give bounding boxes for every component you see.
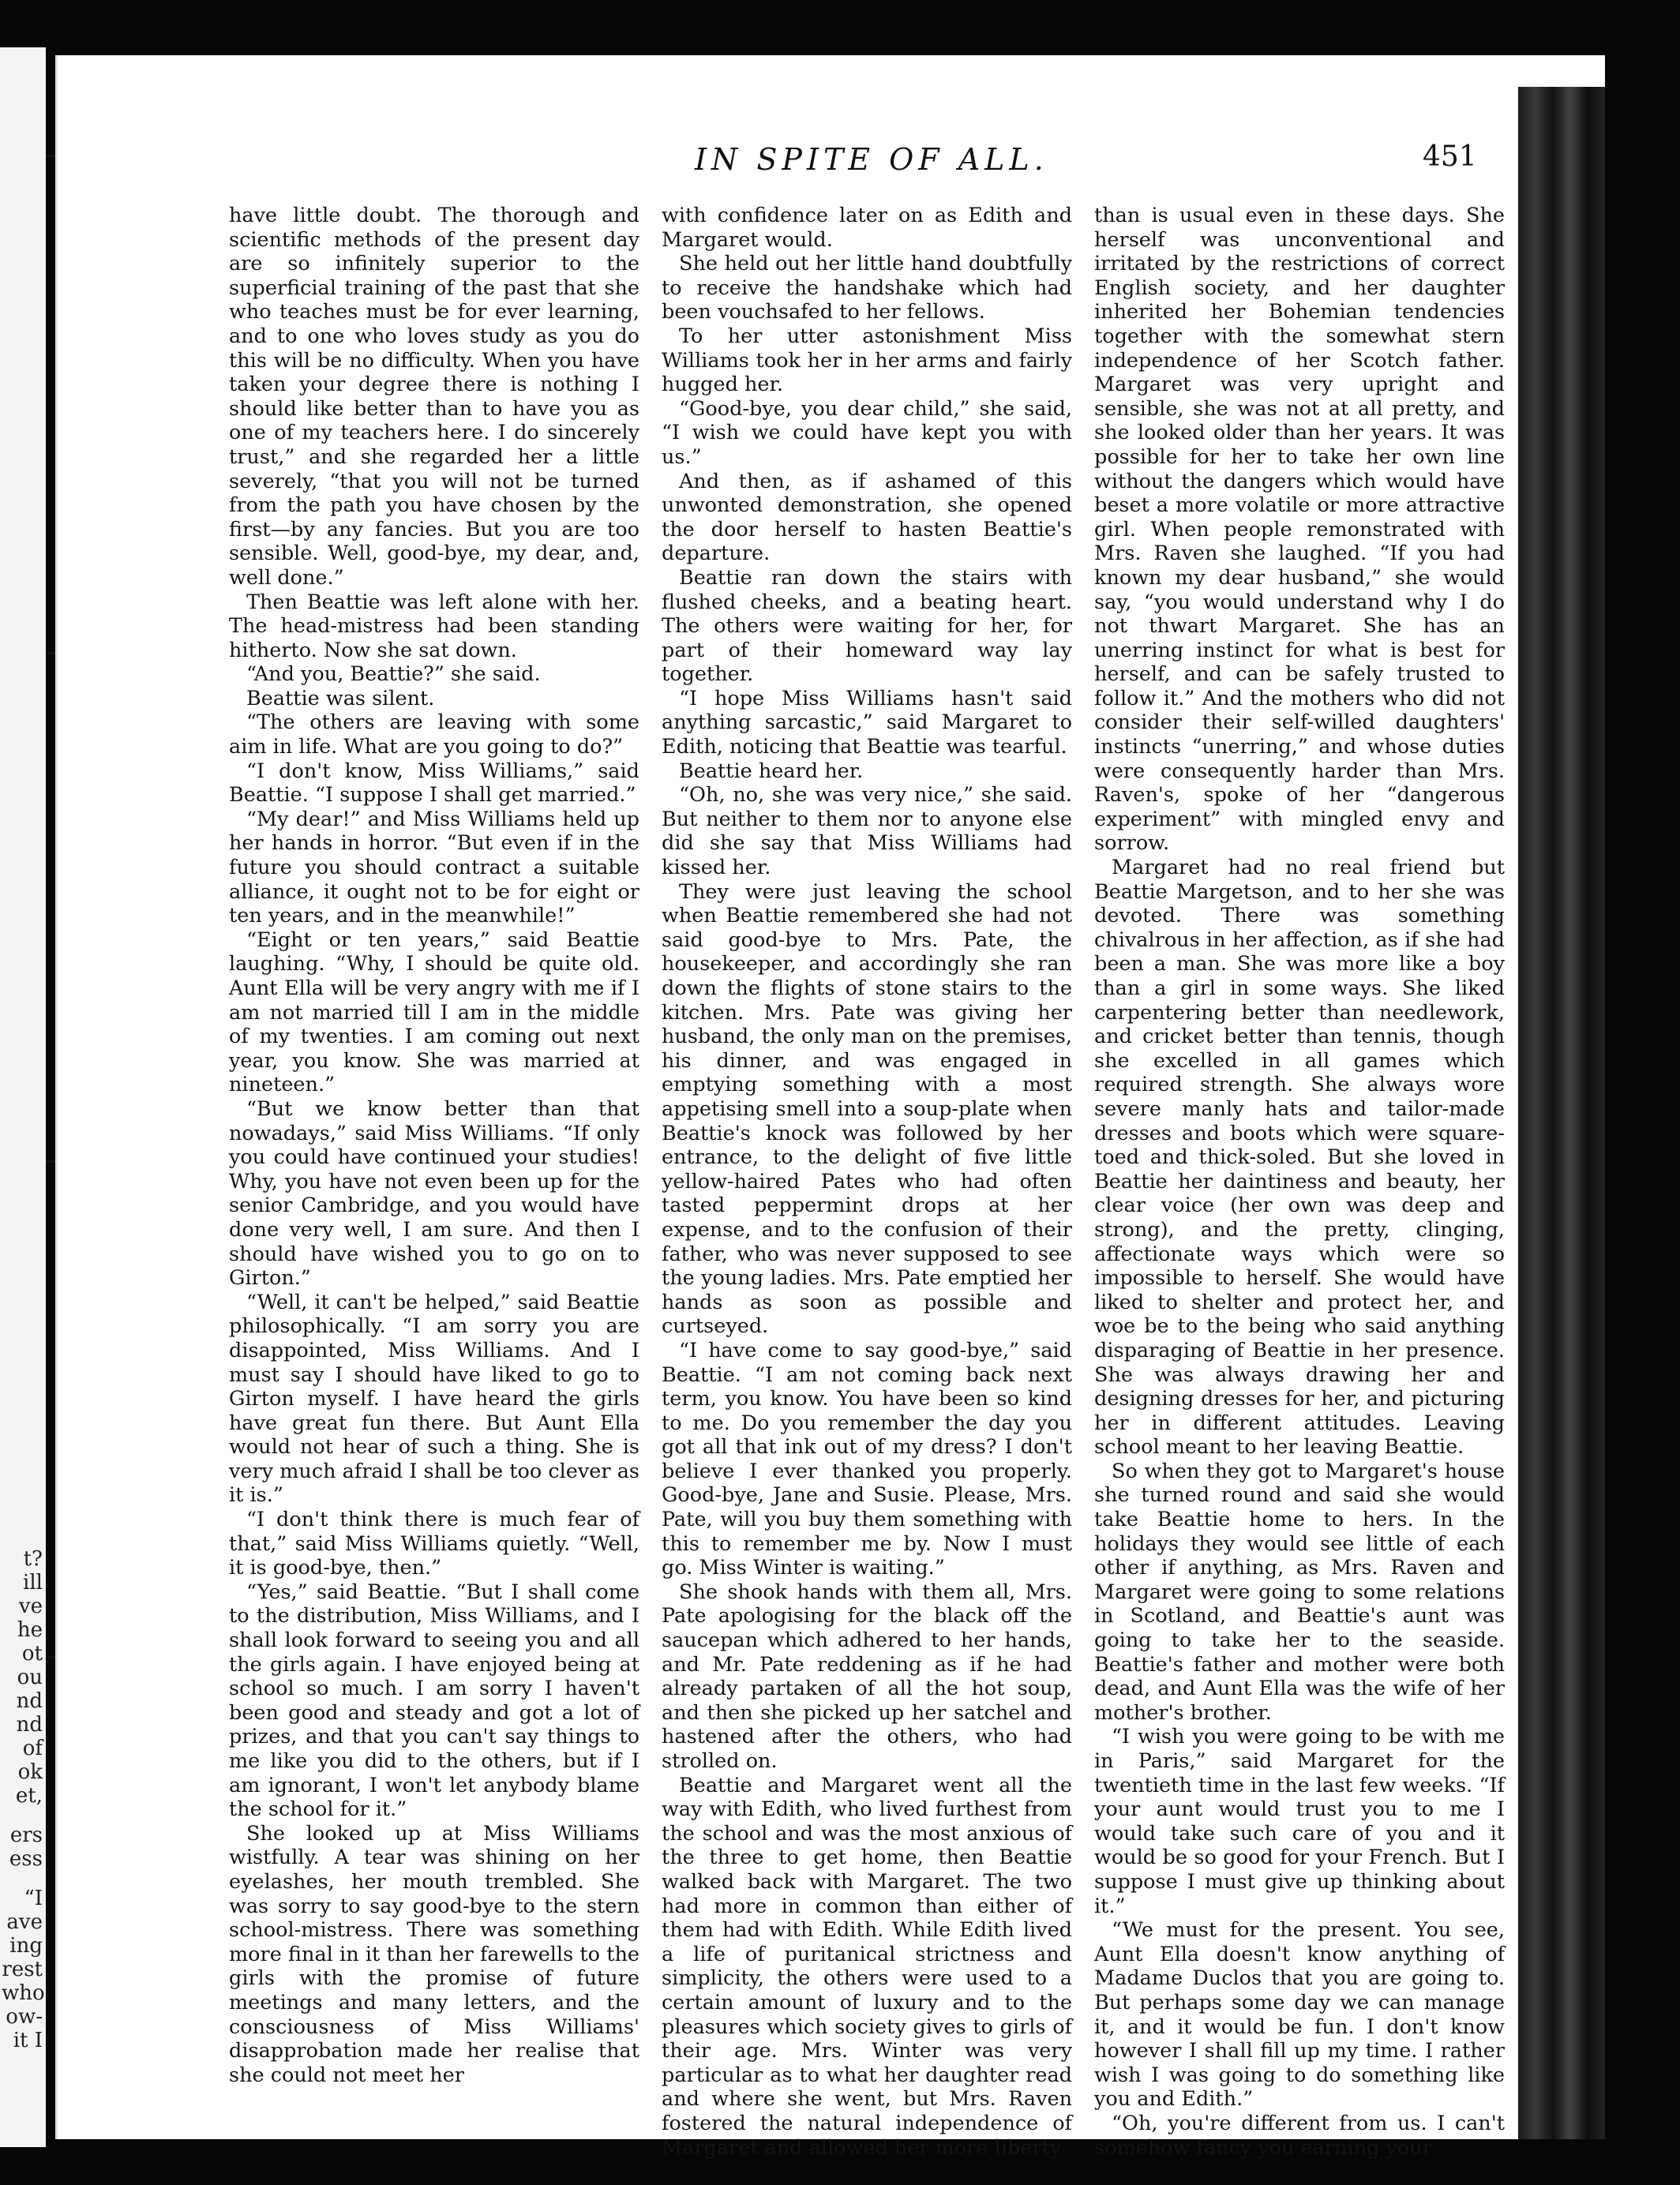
page-stack-edge (1518, 87, 1605, 2139)
paragraph: “I have come to say good-bye,” said Beattie. “I am not coming back next term, you know. You have been so kind to me. Do you remember the day you got all that ink out of my dress? I don't believe I ever thanked you properly. Good-bye, Jane and Susie. Please, Mrs. Pate, will you buy them something with this to remember me by. Now I must go. Miss Winter is waiting.” (662, 1338, 1072, 1580)
paragraph: She held out her little hand doubtfully to receive the handshake which had been vouchsafed to her fellows. (662, 252, 1072, 324)
margin-fragment: t? (23, 1547, 43, 1571)
margin-fragment: he (17, 1618, 43, 1642)
margin-fragment: who (2, 1981, 45, 2005)
page-number: 451 (1423, 141, 1477, 173)
paragraph: “Oh, you're different from us. I can't somehow fancy you earning your (1094, 2111, 1505, 2160)
paragraph: So when they got to Margaret's house she turned round and said she would take Beattie home to hers. In the holidays they would see little of each other if anything, as Mrs. Raven and Margaret were going to some relations in Scotland, and Beattie's aunt was going to take her to the seaside. Beattie's father and mother were both dead, and Aunt Ella was the wife of her mother's brother. (1094, 1459, 1505, 1725)
margin-fragment: rest (2, 1958, 43, 1981)
paragraph: than is usual even in these days. She herself was unconventional and irritated by the restrictions of correct English society, and her daughter inherited her Bohemian tendencies together with the somewhat stern independence of her Scotch father. Margaret was very upright and sensible, she was not at all pretty, and she looked older than her years. It was possible for her to take her own line without the dangers which would have beset a more volatile or more attractive girl. When people remonstrated with Mrs. Raven she laughed. “If you had known my dear husband,” she would say, “you would understand why I do not thwart Margaret. She has an unerring instinct for what is best for herself, and can be safely trusted to follow it.” And the mothers who did not consider their self-willed daughters' instincts “unerring,” and whose duties were consequently harder than Mrs. Raven's, spoke of her “dangerous experiment” with mingled envy and sorrow. (1094, 204, 1505, 856)
paragraph: “But we know better than that nowadays,” said Miss Williams. “If only you could have continued your studies! Why, you have not even been up for the senior Cambridge, and you would have done very well, I am sure. And then I should have wished you to go on to Girton.” (229, 1096, 639, 1291)
margin-fragment: ess (9, 1847, 43, 1871)
paragraph: with confidence later on as Edith and Margaret would. (662, 204, 1072, 252)
margin-fragment: “I (24, 1887, 43, 1910)
text-column-3 (1094, 204, 1505, 2160)
margin-fragment: ill (23, 1571, 43, 1595)
paragraph: She shook hands with them all, Mrs. Pate apologising for the black off the saucepan which adhered to her hands, and Mr. Pate reddening as if he had already partaken of all the hot soup, and then she picked up her satchel and hastened after the others, who had strolled on. (662, 1580, 1072, 1773)
paragraph: Margaret had no real friend but Beattie Margetson, and to her she was devoted. There was something chivalrous in her affection, as if she had been a man. She was more like a boy than a girl in some ways. She liked carpentering better than needlework, and cricket better than tennis, though she excelled in all games which required strength. She always wore severe manly hats and tailor-made dresses and boots which were square-toed and thick-soled. But she loved in Beattie her daintiness and beauty, her clear voice (her own was deep and strong), and the pretty, clinging, affectionate ways which were so impossible to herself. She would have liked to shelter and protect her, and woe be to the being who said anything disparaging of Beattie in her presence. She was always drawing her and designing dresses for her, and picturing her in different attitudes. Leaving school meant to her leaving Beattie. (1094, 856, 1505, 1460)
paragraph: Beattie ran down the stairs with flushed cheeks, and a beating heart. The others were waiting for her, for part of their homeward way lay together. (662, 565, 1072, 687)
paragraph: “My dear!” and Miss Williams held up her hands in horror. “But even if in the future you should contract a suitable alliance, it ought not to be for eight or ten years, and in the meanwhile!” (229, 807, 639, 928)
paragraph: And then, as if ashamed of this unwonted demonstration, she opened the door herself to hasten Beattie's departure. (662, 469, 1072, 566)
paragraph: Beattie was silent. (246, 686, 435, 710)
paragraph: “And you, Beattie?” she said. (246, 662, 541, 687)
margin-fragment: ot (21, 1642, 43, 1666)
paragraph: “We must for the present. You see, Aunt Ella doesn't know anything of Madame Duclos that you are going to. But perhaps some day we can manage it, and it would be fun. I don't know however I shall fill up my time. I rather wish I was going to do something like you and Edith.” (1094, 1918, 1505, 2112)
margin-fragment: ok (17, 1760, 43, 1784)
margin-fragment: nd (16, 1689, 43, 1713)
margin-fragment: ing (9, 1934, 43, 1958)
margin-fragment: ow- (6, 2005, 43, 2029)
running-head: IN SPITE OF ALL. (695, 142, 1048, 177)
paragraph: “I wish you were going to be with me in Paris,” said Margaret for the twentieth time in the last few weeks. “If your aunt would trust you to me I would take such care of you and it would be so good for your French. But I suppose I must give up thinking about it.” (1094, 1725, 1505, 1918)
paragraph: Then Beattie was left alone with her. The head-mistress had been standing hitherto. Now she sat down. (229, 590, 639, 662)
paragraph: She looked up at Miss Williams wistfully. A tear was shining on her eyelashes, her mouth trembled. She was sorry to say good-bye to the stern school-mistress. There was something more final in it than her farewells to the girls with the promise of future meetings and many letters, and the consciousness of Miss Williams' disapprobation made her realise that she could not meet her (229, 1821, 639, 2087)
margin-fragment: nd (16, 1713, 43, 1737)
text-column-2 (662, 204, 1072, 2160)
paragraph: Beattie and Margaret went all the way with Edith, who lived furthest from the school and was the most anxious of the three to get home, then Beattie walked back with Margaret. The two had more in common than either of them had with Edith. While Edith lived a life of puritanical strictness and simplicity, the others were used to a certain amount of luxury and to the pleasures which society gives to girls of their age. Mrs. Winter was very particular as to what her daughter read and where she went, but Mrs. Raven fostered the natural independence of Margaret and allowed her more liberty (662, 1773, 1072, 2160)
margin-fragment: et, (15, 1784, 43, 1808)
paragraph: “Well, it can't be helped,” said Beattie philosophically. “I am sorry you are disappointed, Miss Williams. And I must say I should have liked to go to Girton myself. I have heard the girls have great fun there. But Aunt Ella would not hear of such a thing. She is very much afraid I shall be too clever as it is.” (229, 1290, 639, 1508)
margin-fragment: ou (17, 1666, 43, 1689)
paragraph: They were just leaving the school when Beattie remembered she had not said good-bye to Mrs. Pate, the housekeeper, and accordingly she ran down the flights of stone stairs to the kitchen. Mrs. Pate was giving her husband, the only man on the premises, his dinner, and was engaged in emptying something with a most appetising smell into a soup-plate when Beattie's knock was followed by her entrance, to the delight of five little yellow-haired Pates who had often tasted peppermint drops at her expense, and to the confusion of their father, who was never supposed to see the young ladies. Mrs. Pate emptied her hands as soon as possible and curtseyed. (662, 879, 1072, 1339)
paragraph: “Good-bye, you dear child,” she said, “I wish we could have kept you with us.” (662, 396, 1072, 469)
paragraph: To her utter astonishment Miss Williams took her in her arms and fairly hugged her. (662, 324, 1072, 397)
margin-fragment: of (22, 1737, 43, 1760)
adjacent-page-strip (0, 47, 46, 2147)
margin-fragment: ave (6, 1910, 43, 1934)
margin-fragment: ers (9, 1823, 43, 1847)
paragraph: “Yes,” said Beattie. “But I shall come to the distribution, Miss Williams, and I shall look forward to seeing you and all the girls again. I have enjoyed being at school so much. I am sorry I haven't been good and steady and got a lot of prizes, and that you can't say things to me like you did to the others, but if I am ignorant, I won't let anybody blame the school for it.” (229, 1580, 639, 1822)
paragraph: “The others are leaving with some aim in life. What are you going to do?” (229, 710, 639, 759)
paragraph: “Eight or ten years,” said Beattie laughing. “Why, I should be quite old. Aunt Ella will be very angry with me if I am not married till I am in the middle of my twenties. I am coming out next year, you know. She was married at nineteen.” (229, 928, 639, 1097)
paragraph: Beattie heard her. (679, 759, 864, 783)
text-column-1 (229, 204, 639, 2087)
paragraph: “I hope Miss Williams hasn't said anything sarcastic,” said Margaret to Edith, noticing that Beattie was tearful. (662, 686, 1072, 759)
paragraph: “I don't know, Miss Williams,” said Beattie. “I suppose I shall get married.” (229, 759, 639, 808)
paragraph: “Oh, no, she was very nice,” she said. But neither to them nor to anyone else did she say that Miss Williams had kissed her. (662, 783, 1072, 880)
margin-fragment: it I (13, 2029, 43, 2052)
paragraph: “I don't think there is much fear of that,” said Miss Williams quietly. “Well, it is good-bye, then.” (229, 1508, 639, 1580)
paragraph: have little doubt. The thorough and scientific methods of the present day are so infinitely superior to the superficial training of the past that she who teaches must be for ever learning, and to one who loves study as you do this will be no difficulty. When you have taken your degree there is nothing I should like better than to have you as one of my teachers here. I do sincerely trust,” and she regarded her a little severely, “that you will not be turned from the path you have chosen by the first—by any fancies. But you are too sensible. Well, good-bye, my dear, and, well done.” (229, 204, 639, 590)
margin-fragment: ve (18, 1595, 43, 1618)
